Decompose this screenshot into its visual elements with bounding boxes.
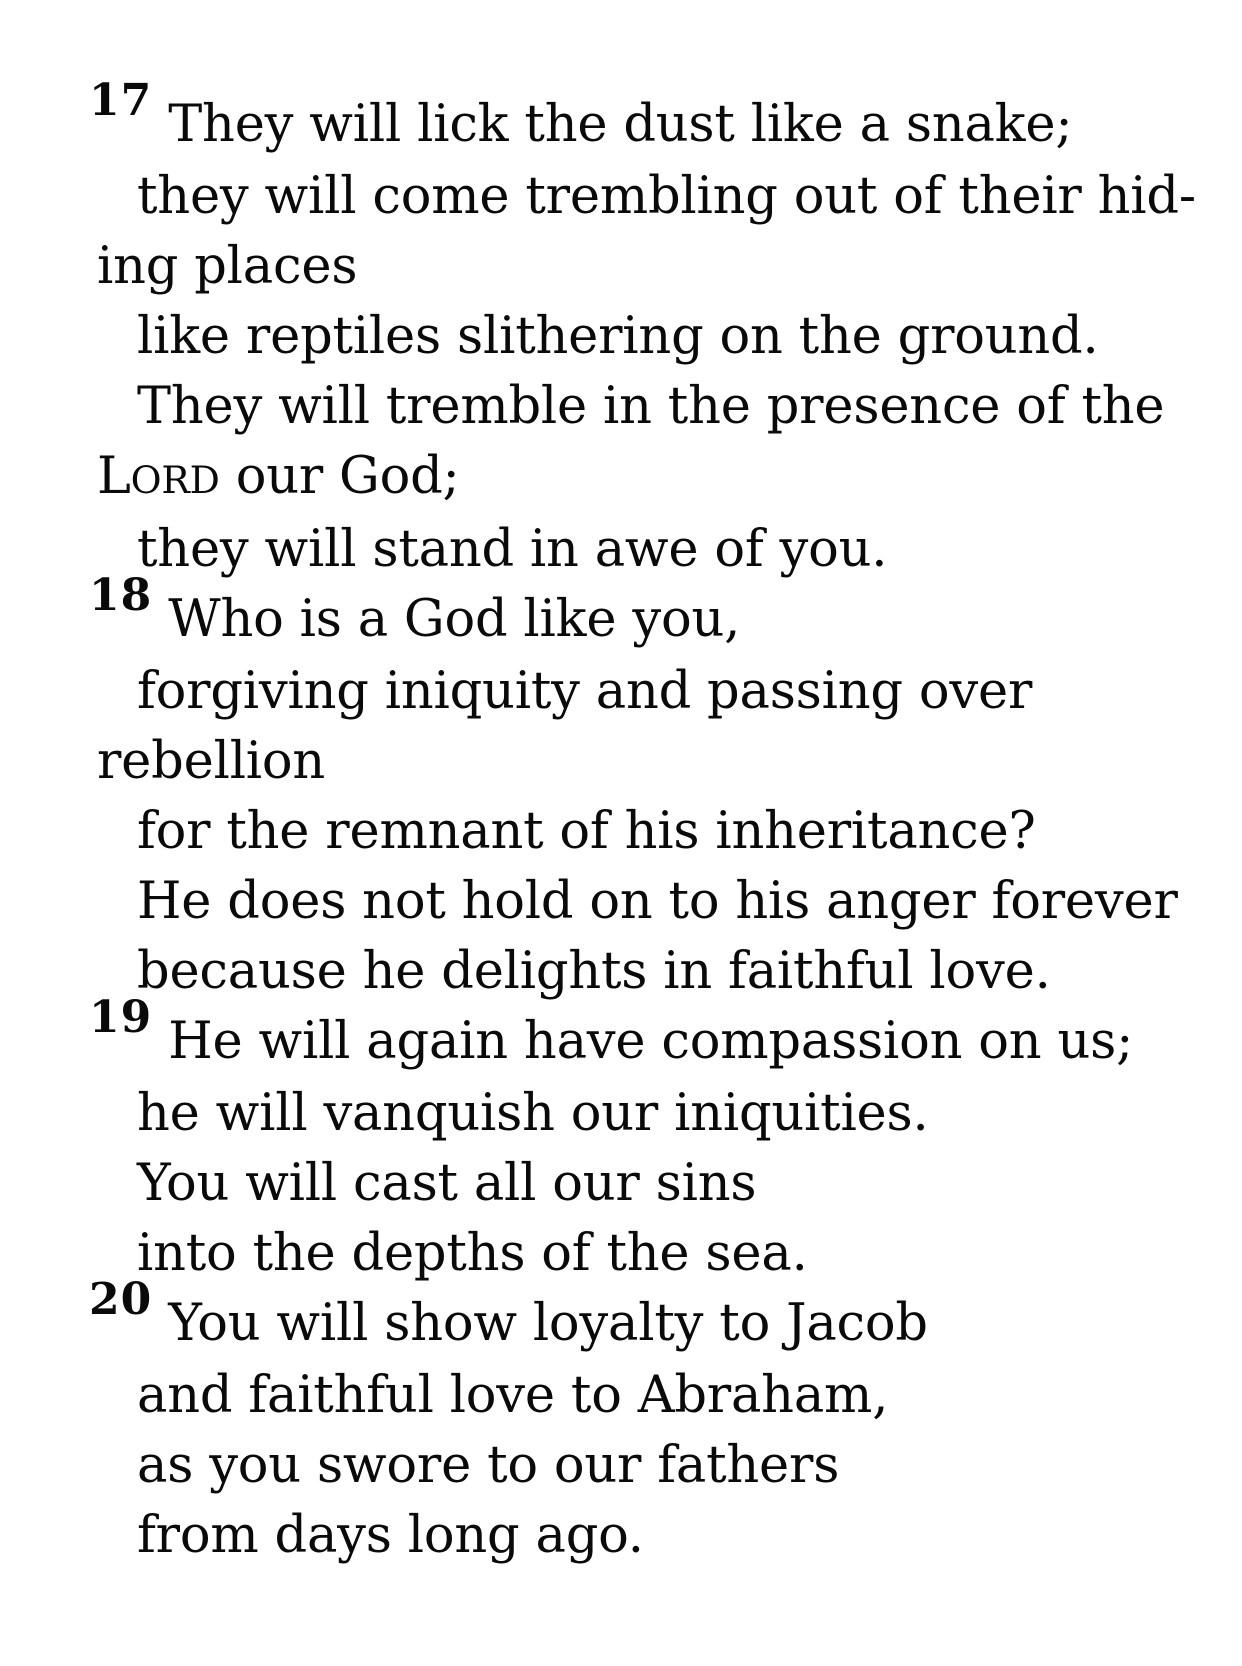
poetry-line: [89, 570, 1222, 657]
verse-number: 17: [89, 75, 153, 126]
poetry-line: [97, 1501, 1222, 1571]
poetry-line: [97, 937, 1222, 1007]
text-segment: They will lick the dust like a snake;: [168, 95, 1073, 154]
verse-number: 19: [89, 992, 153, 1043]
poetry-line: [89, 992, 1222, 1079]
text-segment: Who is a God like you,: [168, 590, 741, 649]
poetry-line: [97, 1431, 1222, 1501]
text-segment: ing places: [97, 237, 358, 296]
text-segment: You will show loyalty to Jacob: [168, 1294, 928, 1353]
text-segment: He does not hold on to his anger forever: [137, 872, 1178, 931]
text-segment: because he delights in faithful love.: [137, 942, 1051, 1001]
text-segment: You will cast all our sins: [137, 1154, 757, 1213]
text-segment: as you swore to our fathers: [137, 1436, 840, 1495]
text-segment: He will again have compassion on us;: [168, 1012, 1134, 1071]
poetry-line: [97, 232, 1222, 302]
poetry-line: [97, 302, 1222, 372]
poetry-line: [97, 162, 1222, 232]
text-segment: for the remnant of his inheritance?: [137, 802, 1036, 861]
text-segment: they will come trembling out of their hid-: [137, 167, 1196, 226]
verse-number: 20: [89, 1274, 153, 1325]
verse-19[interactable]: [89, 992, 1222, 1289]
poetry-line: [89, 75, 1222, 162]
poetry-line: [97, 867, 1222, 937]
text-segment: he will vanquish our iniquities.: [137, 1084, 929, 1143]
verse-number: 18: [89, 570, 153, 621]
verse-18[interactable]: [89, 570, 1222, 1007]
divine-name-small-caps: LORD: [97, 447, 220, 506]
poetry-line: [97, 797, 1222, 867]
text-segment: into the depths of the sea.: [137, 1224, 808, 1283]
poetry-line: [97, 372, 1222, 442]
poetry-line: [97, 1361, 1222, 1431]
poetry-line: [97, 442, 1222, 515]
text-segment: like reptiles slithering on the ground.: [137, 307, 1099, 366]
poetry-line: [97, 1219, 1222, 1289]
text-segment: and faithful love to Abraham,: [137, 1366, 889, 1425]
poetry-line: [89, 1274, 1222, 1361]
text-segment: from days long ago.: [137, 1506, 644, 1565]
verse-17[interactable]: [89, 75, 1222, 585]
poetry-line: [97, 515, 1222, 585]
poetry-line: [97, 657, 1222, 727]
text-segment: they will stand in awe of you.: [137, 520, 888, 579]
poetry-line: [97, 1149, 1222, 1219]
text-segment: our God;: [219, 447, 460, 506]
poetry-line: [97, 727, 1222, 797]
poetry-line: [97, 1079, 1222, 1149]
text-segment: rebellion: [97, 732, 326, 791]
text-segment: They will tremble in the presence of the: [137, 377, 1165, 436]
verse-20[interactable]: [89, 1274, 1222, 1571]
text-segment: forgiving iniquity and passing over: [137, 662, 1033, 721]
